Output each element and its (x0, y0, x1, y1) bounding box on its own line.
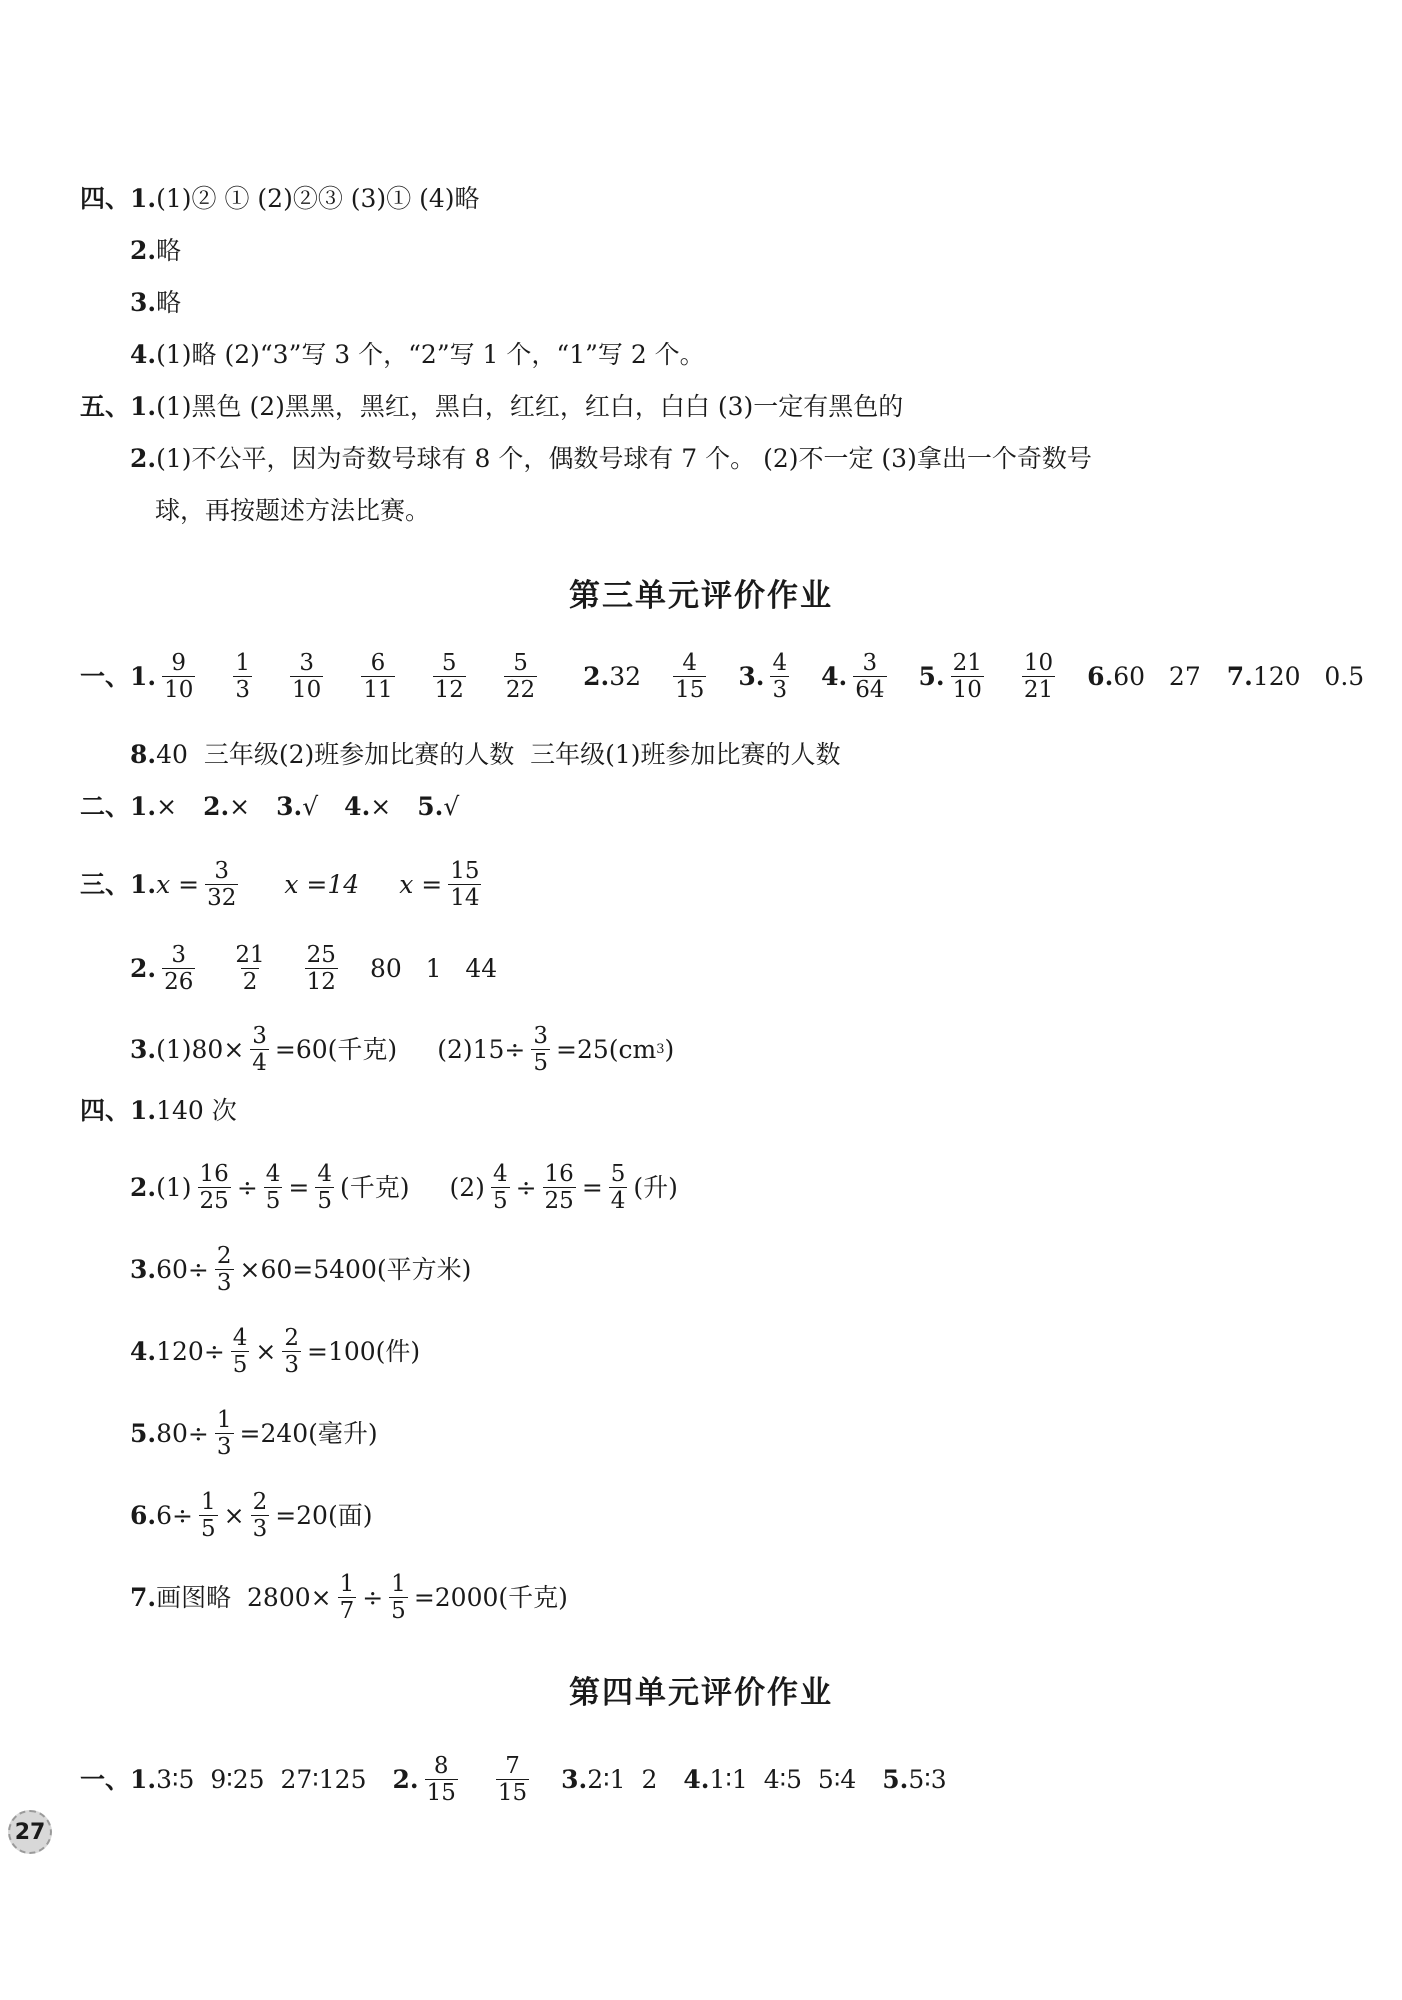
answer-line (130, 338, 705, 372)
answer-text: (1)② ① (2)②③ (3)① (4)略 (156, 184, 480, 213)
fraction: $\frac{1}{7}$ (339, 1571, 355, 1624)
answer-line: 一、1. 3∶5 9∶25 27∶125 2. 8 15 7 15 3. 2∶1 2 4. 1∶1 4∶5 5∶4 5. 5∶3 (80, 1753, 947, 1806)
item-label: 2. (130, 444, 157, 473)
answer-line (130, 442, 1092, 476)
item-label: 3. (738, 661, 765, 691)
fraction: 4 15 (675, 650, 705, 703)
answer-line: 5. 80÷ $\frac{1}{3}$ =240(毫升) (130, 1407, 378, 1460)
fraction: $\frac{3}{32}$ (207, 858, 237, 911)
page-number: 27 (8, 1810, 52, 1854)
answer-text: 略 (156, 288, 182, 317)
answer-line: 2. (1) $\frac{16}{25}$ ÷ $\frac{4}{5}$ = $\frac{4}{5}$ (千克) (2) $\frac{4}{5}$ ÷ $\frac{16}{25}$ = $\frac{5}{4}$ (升) (130, 1161, 678, 1214)
fraction: $\frac{2}{3}$ (216, 1243, 232, 1296)
fraction: 9 10 (164, 650, 194, 703)
fraction: 5 12 (434, 650, 464, 703)
fraction: 10 21 (1023, 650, 1054, 703)
fraction: $\frac{1}{5}$ (391, 1571, 406, 1624)
answer-line (80, 182, 480, 216)
item-label: 五、1. (80, 392, 157, 421)
answer-line: 四、1. 140 次 (80, 1096, 237, 1125)
answer-line: 7. 画图略 2800× $\frac{1}{7}$ ÷ $\frac{1}{5}$ =2000(千克) (130, 1571, 568, 1624)
fraction: 21 10 (952, 650, 982, 703)
answer-line (130, 286, 181, 320)
fraction: 8 15 (426, 1753, 456, 1806)
fraction: $\frac{1}{3}$ (216, 1407, 232, 1460)
section-title: 第四单元评价作业 (569, 1675, 833, 1711)
section-title: 第三单元评价作业 (569, 578, 833, 614)
item-label: 7. (1226, 661, 1253, 691)
fraction: $\frac{4}{5}$ (492, 1161, 508, 1214)
answer-text: (1)略 (2)“3”写 3 个，“2”写 1 个，“1”写 2 个。 (156, 340, 705, 369)
answer-text: 球，再按题述方法比赛。 (155, 496, 431, 525)
item-label: 四、1. (80, 184, 157, 213)
fraction: $\frac{15}{14}$ (450, 858, 480, 911)
item-label: 4. (130, 340, 157, 369)
item-label: 2. (130, 236, 157, 265)
fraction: $\frac{2}{3}$ (284, 1325, 300, 1378)
answer-line: 二、1. × 2. × 3. √ 4. × 5. √ (80, 792, 460, 821)
answer-line (155, 494, 430, 528)
answer-text: 40 三年级(2)班参加比赛的人数 三年级(1)班参加比赛的人数 (156, 740, 841, 769)
answer-line: 3. 60÷ $\frac{2}{3}$ ×60=5400(平方米) (130, 1243, 472, 1296)
item-label: 4. (821, 661, 848, 691)
fraction: 25 12 (306, 942, 336, 995)
fraction: $\frac{16}{25}$ (199, 1161, 229, 1214)
fraction: 6 11 (363, 650, 393, 703)
answer-line (80, 390, 903, 424)
answer-line (130, 234, 181, 268)
fraction: $\frac{1}{5}$ (200, 1489, 216, 1542)
item-label: 5. (918, 661, 945, 691)
fraction: $\frac{3}{5}$ (533, 1023, 549, 1076)
fraction: 3 10 (292, 650, 322, 703)
answer-line: 三、1. x = $\frac{3}{32}$ x =14 x = $\frac{15}{14}$ (80, 858, 480, 911)
answer-line: 2. 3 26 21 2 25 12 80 1 44 (130, 942, 498, 995)
answer-text: (1)不公平，因为奇数号球有 8 个，偶数号球有 7 个。 (2)不一定 (3)拿出一个奇数号 (156, 444, 1092, 473)
fraction: $\frac{2}{3}$ (252, 1489, 268, 1542)
item-label: 一、1. (80, 661, 157, 691)
fraction: 5 22 (505, 650, 536, 703)
fraction: 3 26 (164, 942, 194, 995)
item-label: 3. (130, 288, 157, 317)
item-label: 8. (130, 740, 157, 769)
fraction: $\frac{4}{5}$ (317, 1161, 332, 1214)
fraction: $\frac{4}{5}$ (232, 1325, 248, 1378)
answer-text: 略 (156, 236, 182, 265)
fraction: $\frac{16}{25}$ (544, 1161, 574, 1214)
answer-line (130, 738, 841, 772)
fraction: 7 15 (497, 1753, 528, 1806)
answer-line: 3. (1)80× $\frac{3}{4}$ =60(千克) (2)15÷ $\frac{3}{5}$ =25(cm 3 ) (130, 1023, 675, 1076)
item-label: 6. (1087, 661, 1114, 691)
fraction: $\frac{5}{4}$ (610, 1161, 626, 1214)
item-label: 2. (583, 661, 610, 691)
fraction: 21 2 (235, 942, 265, 995)
fraction: 3 64 (855, 650, 885, 703)
answer-line: 4. 120÷ $\frac{4}{5}$ × $\frac{2}{3}$ =100(件) (130, 1325, 421, 1378)
answer-line: 6. 6÷ $\frac{1}{5}$ × $\frac{2}{3}$ =20(面) (130, 1489, 373, 1542)
fraction: $\frac{4}{5}$ (265, 1161, 281, 1214)
answer-line: 一、1. 9 10 1 3 3 10 6 11 5 12 5 22 2. 32 4 15 3. 4 3 4. 3 64 5. 21 10 10 21 6. 60 27 7. 120 0.5 (80, 650, 1365, 703)
fraction: 1 3 (235, 650, 251, 703)
answer-text: (1)黑色 (2)黑黑，黑红，黑白，红红，红白，白白 (3)一定有黑色的 (156, 392, 904, 421)
fraction: 4 3 (772, 650, 788, 703)
fraction: $\frac{3}{4}$ (252, 1023, 267, 1076)
